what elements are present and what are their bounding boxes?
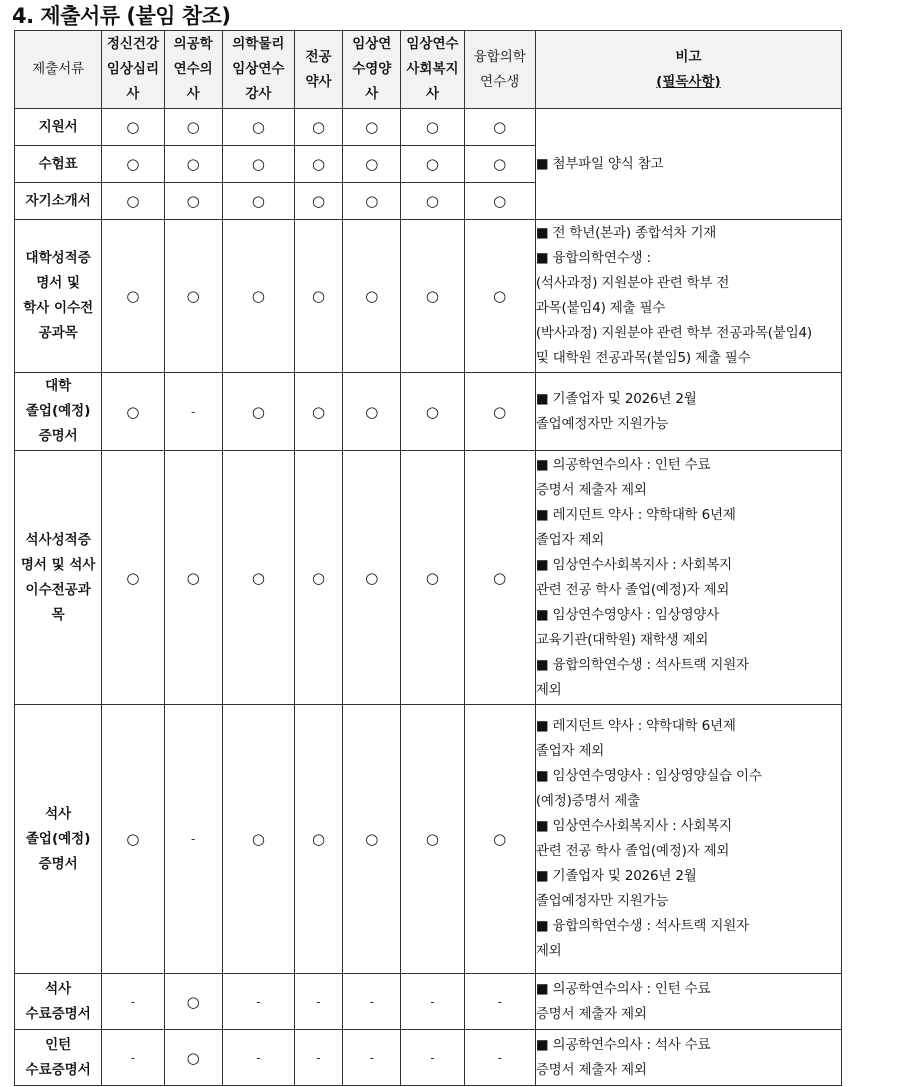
mark-cell: ○ <box>401 373 464 451</box>
note-cell: ■ 전 학년(본과) 종합석차 기재 ■ 융합의학연수생 : (석사과정) 지원분야 관련 학부 전 과목(붙임4) 제출 필수 (박사과정) 지원분야 관련 학부 전공과목(붙임4) 및 대학원 전공과목(붙임5) 제출 필수 <box>535 220 841 373</box>
mark-cell: ○ <box>222 373 294 451</box>
mark-cell: - <box>464 1030 535 1086</box>
header-row <box>15 31 842 109</box>
mark-cell: ○ <box>401 183 464 220</box>
table-row <box>15 705 842 974</box>
mark-cell: ○ <box>464 451 535 705</box>
table-row <box>15 1030 842 1086</box>
mark-cell: - <box>222 974 294 1030</box>
mark-cell: ○ <box>343 183 401 220</box>
doc-name-internship-completion: 인턴 수료증명서 <box>15 1030 102 1086</box>
header-dietitian: 임상연 수영양 사 <box>343 31 401 109</box>
mark-cell: ○ <box>164 220 222 373</box>
mark-cell: ○ <box>164 183 222 220</box>
mark-cell: - <box>343 1030 401 1086</box>
doc-name-undergrad-transcript: 대학성적증 명서 및 학사 이수전 공과목 <box>15 220 102 373</box>
mark-cell: ○ <box>102 451 164 705</box>
mark-cell: ○ <box>164 451 222 705</box>
mark-cell: ○ <box>164 1030 222 1086</box>
mark-cell: ○ <box>102 705 164 974</box>
table-row <box>15 451 842 705</box>
mark-cell: ○ <box>343 220 401 373</box>
mark-cell: ○ <box>401 451 464 705</box>
note-cell: ■ 의공학연수의사 : 인턴 수료 증명서 제출자 제외 ■ 레지던트 약사 : 약학대학 6년제 졸업자 제외 ■ 임상연수사회복지사 : 사회복지 관련 전공 학사 졸업(예정)자 제외 ■ 임상연수영양사 : 임상영양사 교육기관(대학원) 재학생 제외 ■ 융합의학연수생 : 석사트랙 지원자 제외 <box>535 451 841 705</box>
table-row <box>15 373 842 451</box>
note-cell: ■ 기졸업자 및 2026년 2월 졸업예정자만 지원가능 <box>535 373 841 451</box>
section-title: 4. 제출서류 (붙임 참조) <box>12 4 231 28</box>
mark-cell: ○ <box>222 183 294 220</box>
mark-cell: ○ <box>343 373 401 451</box>
mark-cell: ○ <box>401 146 464 183</box>
header-note: 비고 (필독사항) <box>535 31 841 109</box>
mark-cell: ○ <box>343 705 401 974</box>
header-doc: 제출서류 <box>15 31 102 109</box>
mark-cell: ○ <box>294 183 342 220</box>
doc-name-self-introduction: 자기소개서 <box>15 183 102 220</box>
mark-cell: ○ <box>102 373 164 451</box>
mark-cell: ○ <box>294 220 342 373</box>
mark-cell: ○ <box>294 109 342 146</box>
mark-cell: - <box>164 705 222 974</box>
table-row <box>15 109 842 146</box>
mark-cell: ○ <box>464 109 535 146</box>
mark-cell: ○ <box>294 373 342 451</box>
table-row <box>15 220 842 373</box>
mark-cell: ○ <box>464 146 535 183</box>
mark-cell: - <box>294 974 342 1030</box>
mark-cell: ○ <box>102 146 164 183</box>
mark-cell: ○ <box>294 146 342 183</box>
mark-cell: ○ <box>102 183 164 220</box>
mark-cell: ○ <box>222 146 294 183</box>
submission-documents-table <box>14 30 842 1086</box>
table-row <box>15 974 842 1030</box>
header-mental-health-psychologist: 정신건강 임상심리 사 <box>102 31 164 109</box>
note-cell: ■ 첨부파일 양식 참고 <box>535 109 841 220</box>
header-biomedical-engineer: 의공학 연수의 사 <box>164 31 222 109</box>
mark-cell: ○ <box>164 146 222 183</box>
mark-cell: ○ <box>294 451 342 705</box>
mark-cell: - <box>164 373 222 451</box>
mark-cell: ○ <box>222 109 294 146</box>
mark-cell: ○ <box>164 974 222 1030</box>
mark-cell: ○ <box>464 705 535 974</box>
mark-cell: ○ <box>343 146 401 183</box>
mark-cell: ○ <box>102 220 164 373</box>
header-pharmacist: 전공 약사 <box>294 31 342 109</box>
mark-cell: ○ <box>294 705 342 974</box>
mark-cell: - <box>222 1030 294 1086</box>
note-cell: ■ 레지던트 약사 : 약학대학 6년제 졸업자 제외 ■ 임상연수영양사 : 임상영양실습 이수 (예정)증명서 제출 ■ 임상연수사회복지사 : 사회복지 관련 전공 학사 졸업(예정)자 제외 ■ 기졸업자 및 2026년 2월 졸업예정자만 지원가능 ■ 융합의학연수생 : 석사트랙 지원자 제외 <box>535 705 841 974</box>
mark-cell: - <box>102 974 164 1030</box>
mark-cell: ○ <box>222 220 294 373</box>
mark-cell: ○ <box>401 705 464 974</box>
mark-cell: - <box>102 1030 164 1086</box>
note-cell: ■ 의공학연수의사 : 석사 수료 증명서 제출자 제외 <box>535 1030 841 1086</box>
mark-cell: - <box>401 974 464 1030</box>
mark-cell: - <box>464 974 535 1030</box>
mark-cell: ○ <box>464 220 535 373</box>
doc-name-masters-transcript: 석사성적증 명서 및 석사 이수전공과 목 <box>15 451 102 705</box>
mark-cell: ○ <box>222 705 294 974</box>
mark-cell: ○ <box>222 451 294 705</box>
doc-name-exam-ticket: 수험표 <box>15 146 102 183</box>
mark-cell: ○ <box>464 373 535 451</box>
mark-cell: ○ <box>464 183 535 220</box>
mark-cell: - <box>401 1030 464 1086</box>
doc-name-masters-completion: 석사 수료증명서 <box>15 974 102 1030</box>
mark-cell: ○ <box>401 220 464 373</box>
mark-cell: ○ <box>164 109 222 146</box>
doc-name-masters-diploma: 석사 졸업(예정) 증명서 <box>15 705 102 974</box>
mark-cell: ○ <box>401 109 464 146</box>
mark-cell: - <box>343 974 401 1030</box>
mark-cell: ○ <box>343 451 401 705</box>
mark-cell: ○ <box>102 109 164 146</box>
doc-name-application: 지원서 <box>15 109 102 146</box>
header-medical-physics: 의학물리 임상연수 강사 <box>222 31 294 109</box>
mark-cell: - <box>294 1030 342 1086</box>
mark-cell: ○ <box>343 109 401 146</box>
header-convergence-trainee: 융합의학 연수생 <box>464 31 535 109</box>
note-cell: ■ 의공학연수의사 : 인턴 수료 증명서 제출자 제외 <box>535 974 841 1030</box>
header-social-worker: 임상연수 사회복지 사 <box>401 31 464 109</box>
doc-name-undergrad-diploma: 대학 졸업(예정) 증명서 <box>15 373 102 451</box>
